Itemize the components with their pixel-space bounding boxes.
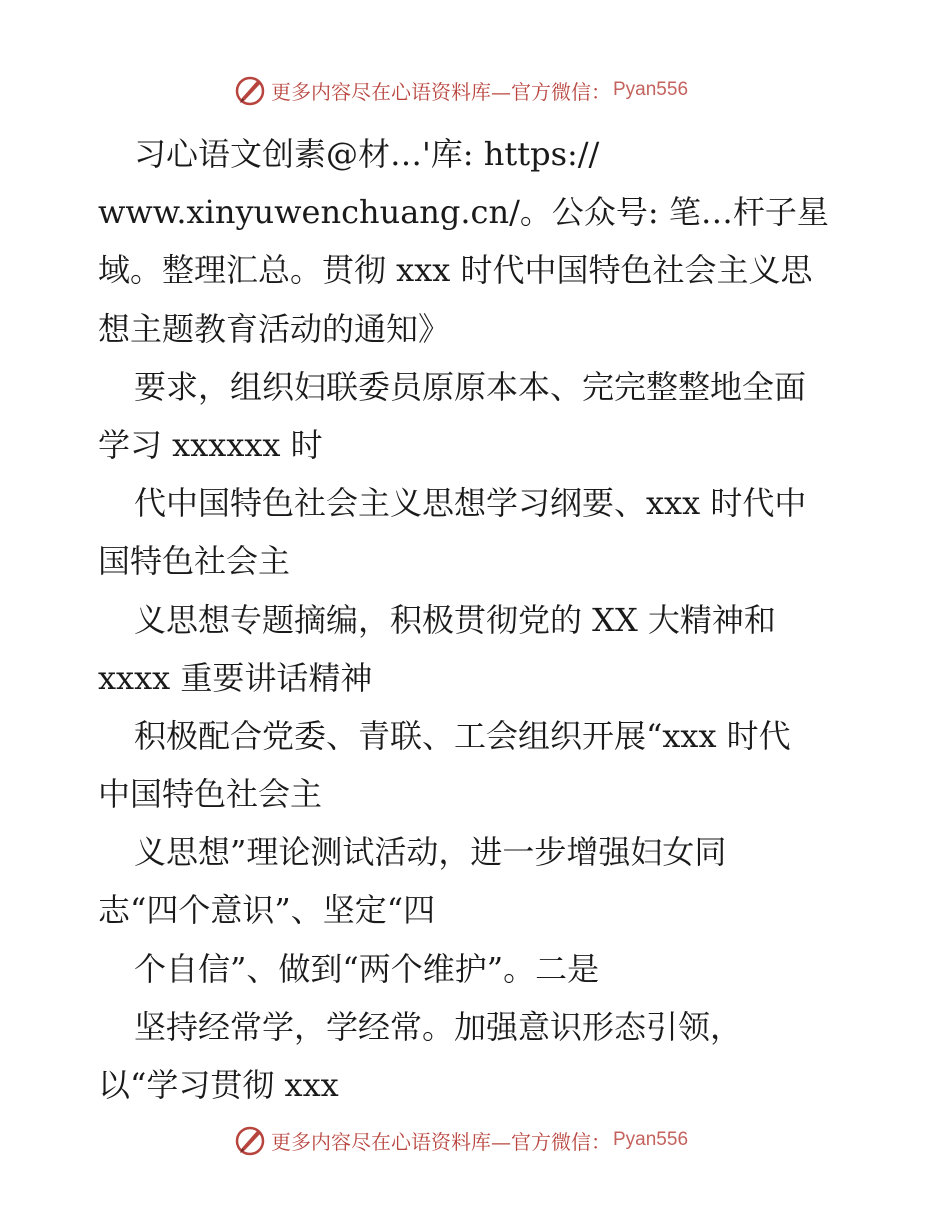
quill-pen-logo-icon	[233, 73, 267, 107]
footer-banner	[233, 1122, 723, 1158]
body-line: xxxx 重要讲话精神	[98, 658, 373, 697]
body-line: 习心语文创素@材…'库: https://	[134, 135, 600, 173]
body-line: 义思想”理论测试活动，进一步增强妇女同	[134, 833, 727, 872]
body-line: 中国特色社会主	[98, 775, 323, 814]
header-banner	[233, 72, 723, 108]
banner-wechat-handle: Pyan556	[613, 79, 689, 100]
body-line: 域。整理汇总。贯彻 xxx 时代中国特色社会主义思	[98, 251, 813, 290]
body-line: 个自信”、做到“两个维护”。二是	[134, 949, 600, 988]
banner-text: 更多内容尽在心语资料库—官方微信：	[271, 1129, 611, 1154]
document-body	[98, 125, 858, 1114]
body-line: 以“学习贯彻 xxx	[98, 1066, 339, 1104]
banner-text: 更多内容尽在心语资料库—官方微信：	[271, 79, 611, 104]
body-line: 代中国特色社会主义思想学习纲要、xxx 时代中	[134, 484, 807, 523]
body-line: 学习 xxxxxx 时	[98, 425, 323, 464]
body-line: 国特色社会主	[98, 542, 291, 581]
banner-wechat-handle: Pyan556	[613, 1129, 689, 1150]
body-line: 想主题教育活动的通知》	[98, 309, 451, 348]
body-line: 要求，组织妇联委员原原本本、完完整整地全面	[134, 367, 807, 406]
body-line: 坚持经常学，学经常。加强意识形态引领，	[134, 1007, 743, 1046]
body-line: 积极配合党委、青联、工会组织开展“xxx 时代	[134, 716, 791, 755]
body-line: 志“四个意识”、坚定“四	[98, 891, 436, 930]
quill-pen-logo-icon	[233, 1123, 267, 1157]
body-line: www.xinyuwenchuang.cn/。公众号: 笔…杆子星	[98, 193, 829, 232]
body-line: 义思想专题摘编，积极贯彻党的 XX 大精神和	[134, 600, 776, 639]
